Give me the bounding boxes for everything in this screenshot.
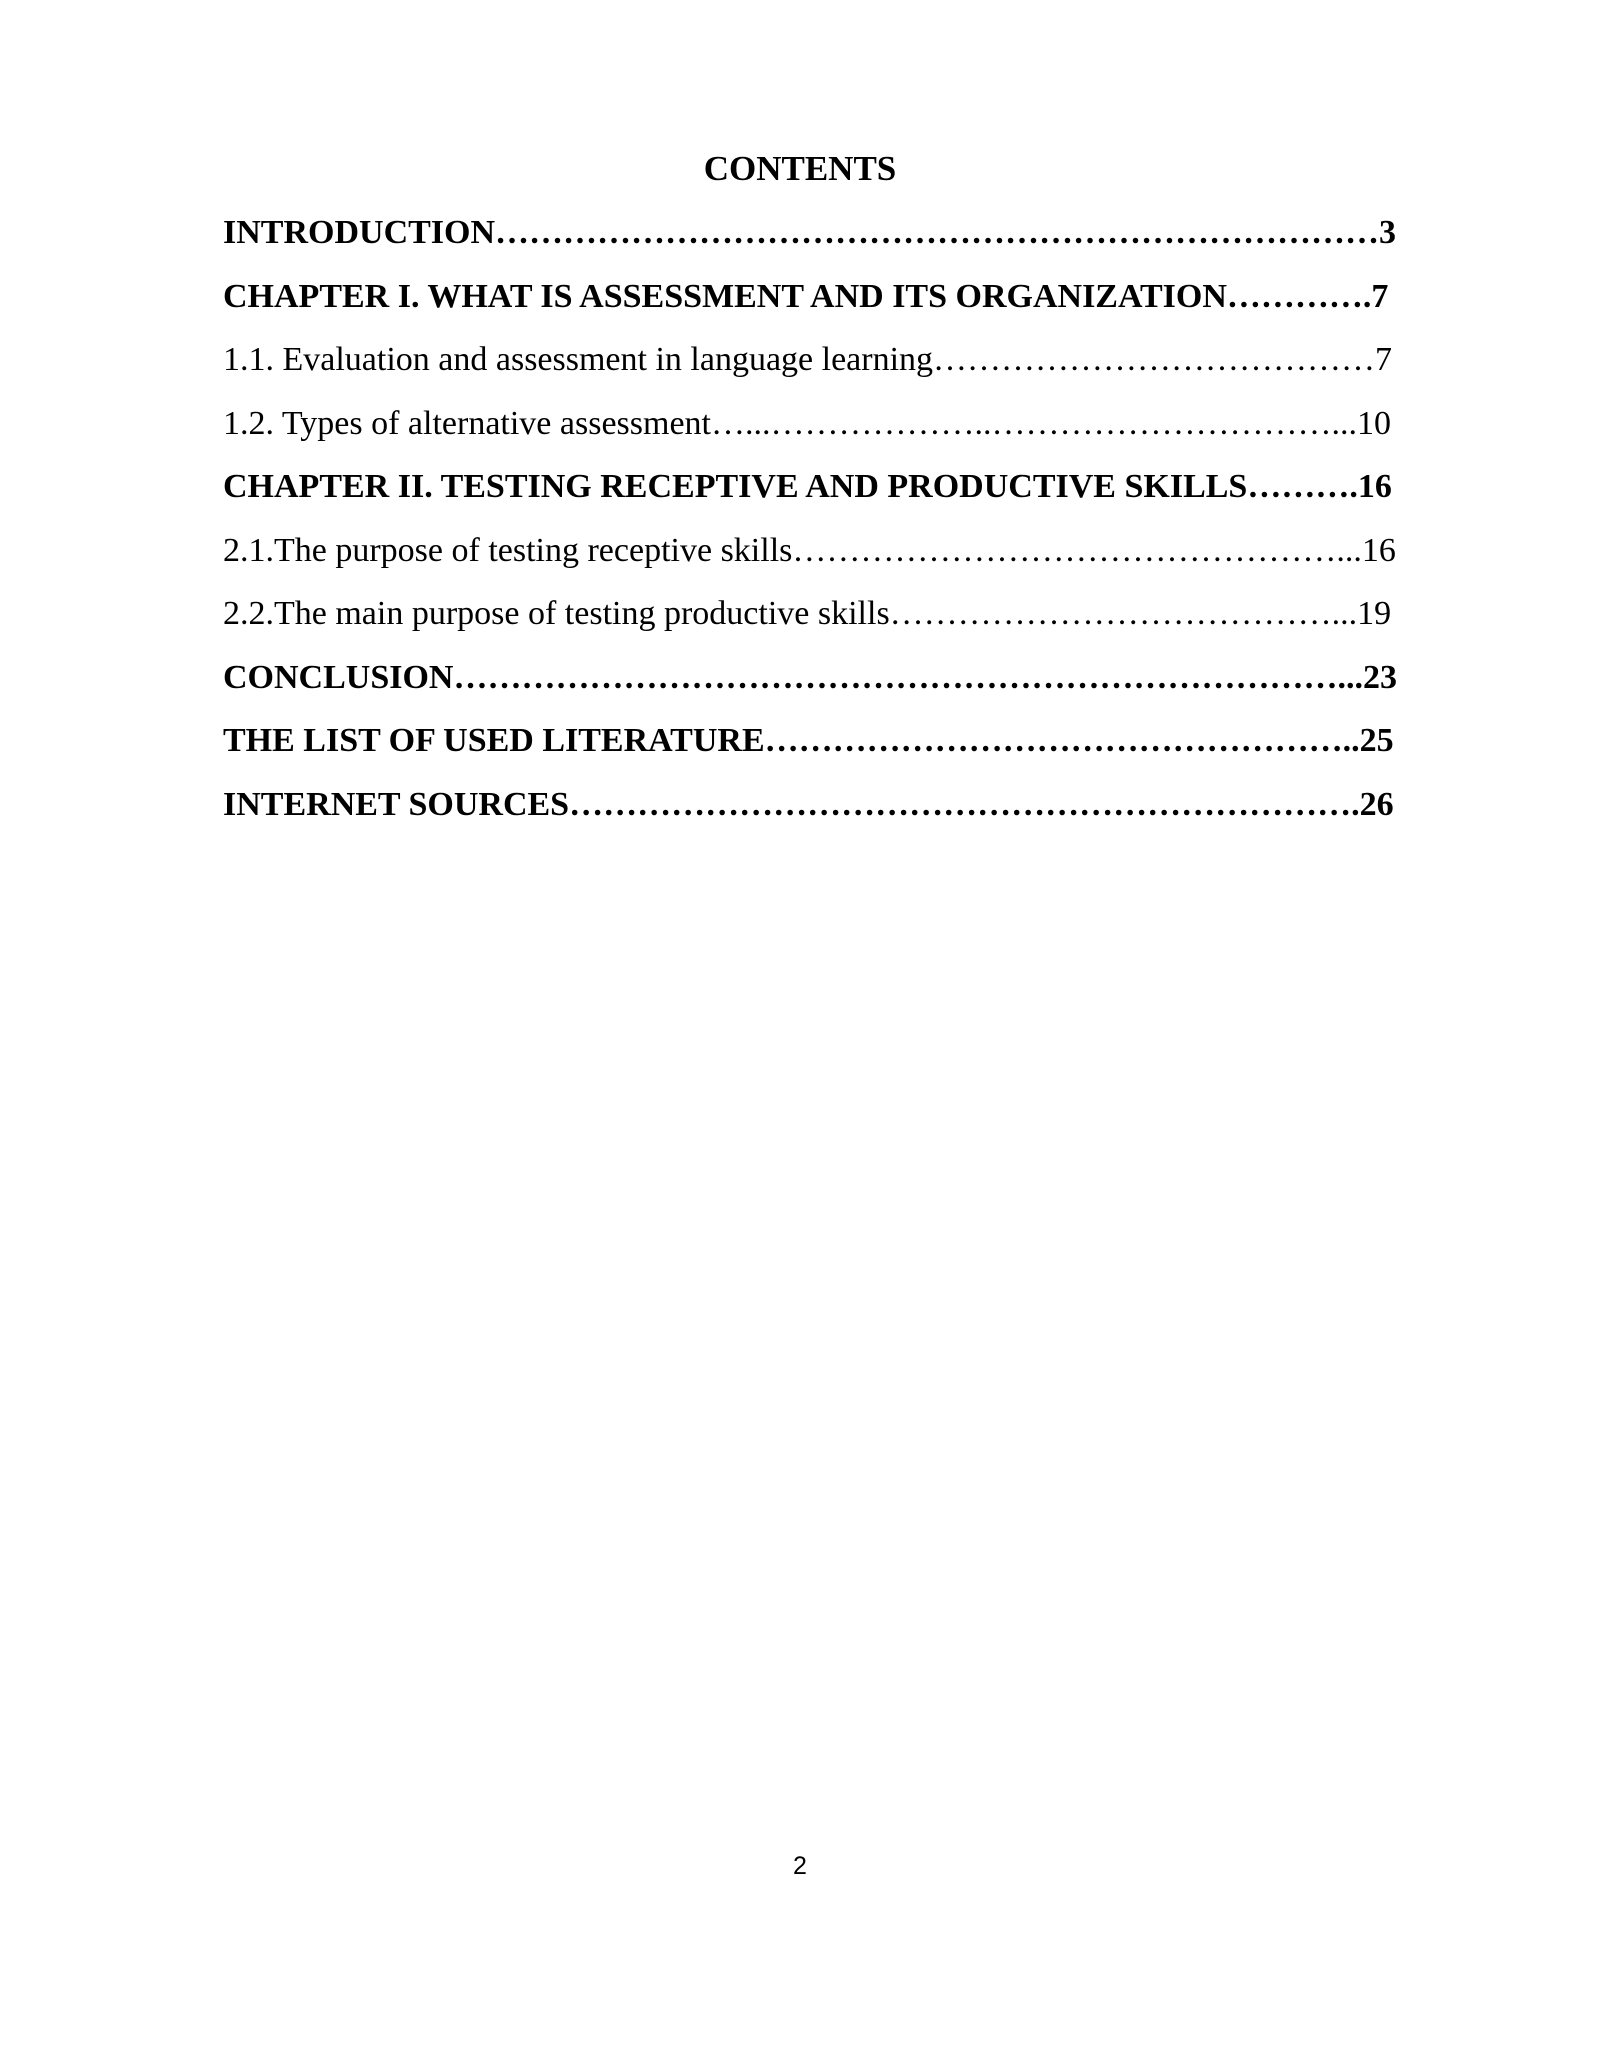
toc-entry-conclusion: CONCLUSION……………………………………………………………………...23 <box>223 658 1397 696</box>
toc-entry-section-2-2: 2.2.The main purpose of testing productive skills…………………………………...19 <box>223 595 1392 632</box>
table-of-contents <box>223 210 1493 845</box>
toc-entry-internet-sources: INTERNET SOURCES…………………………………………………………….26 <box>223 785 1394 823</box>
toc-entry-chapter-2: CHAPTER II. TESTING RECEPTIVE AND PRODUCTIVE SKILLS……….16 <box>223 468 1392 505</box>
toc-entry-section-2-1: 2.1.The purpose of testing receptive skills…………………………………………...16 <box>223 531 1396 569</box>
toc-entry-section-1-1: 1.1. Evaluation and assessment in language learning…………………………………7 <box>223 341 1393 378</box>
toc-entry-introduction: INTRODUCTION……………………………………………………………………3 <box>223 214 1397 251</box>
toc-entry-chapter-1: CHAPTER I. WHAT IS ASSESSMENT AND ITS ORGANIZATION………….7 <box>223 277 1389 315</box>
toc-entry-section-1-2: 1.2. Types of alternative assessment…...………………..…………………………...10 <box>223 404 1391 442</box>
contents-title: CONTENTS <box>703 149 897 188</box>
toc-entry-literature: THE LIST OF USED LITERATURE……………………………………………..25 <box>223 722 1394 759</box>
page-number: 2 <box>793 1852 807 1880</box>
